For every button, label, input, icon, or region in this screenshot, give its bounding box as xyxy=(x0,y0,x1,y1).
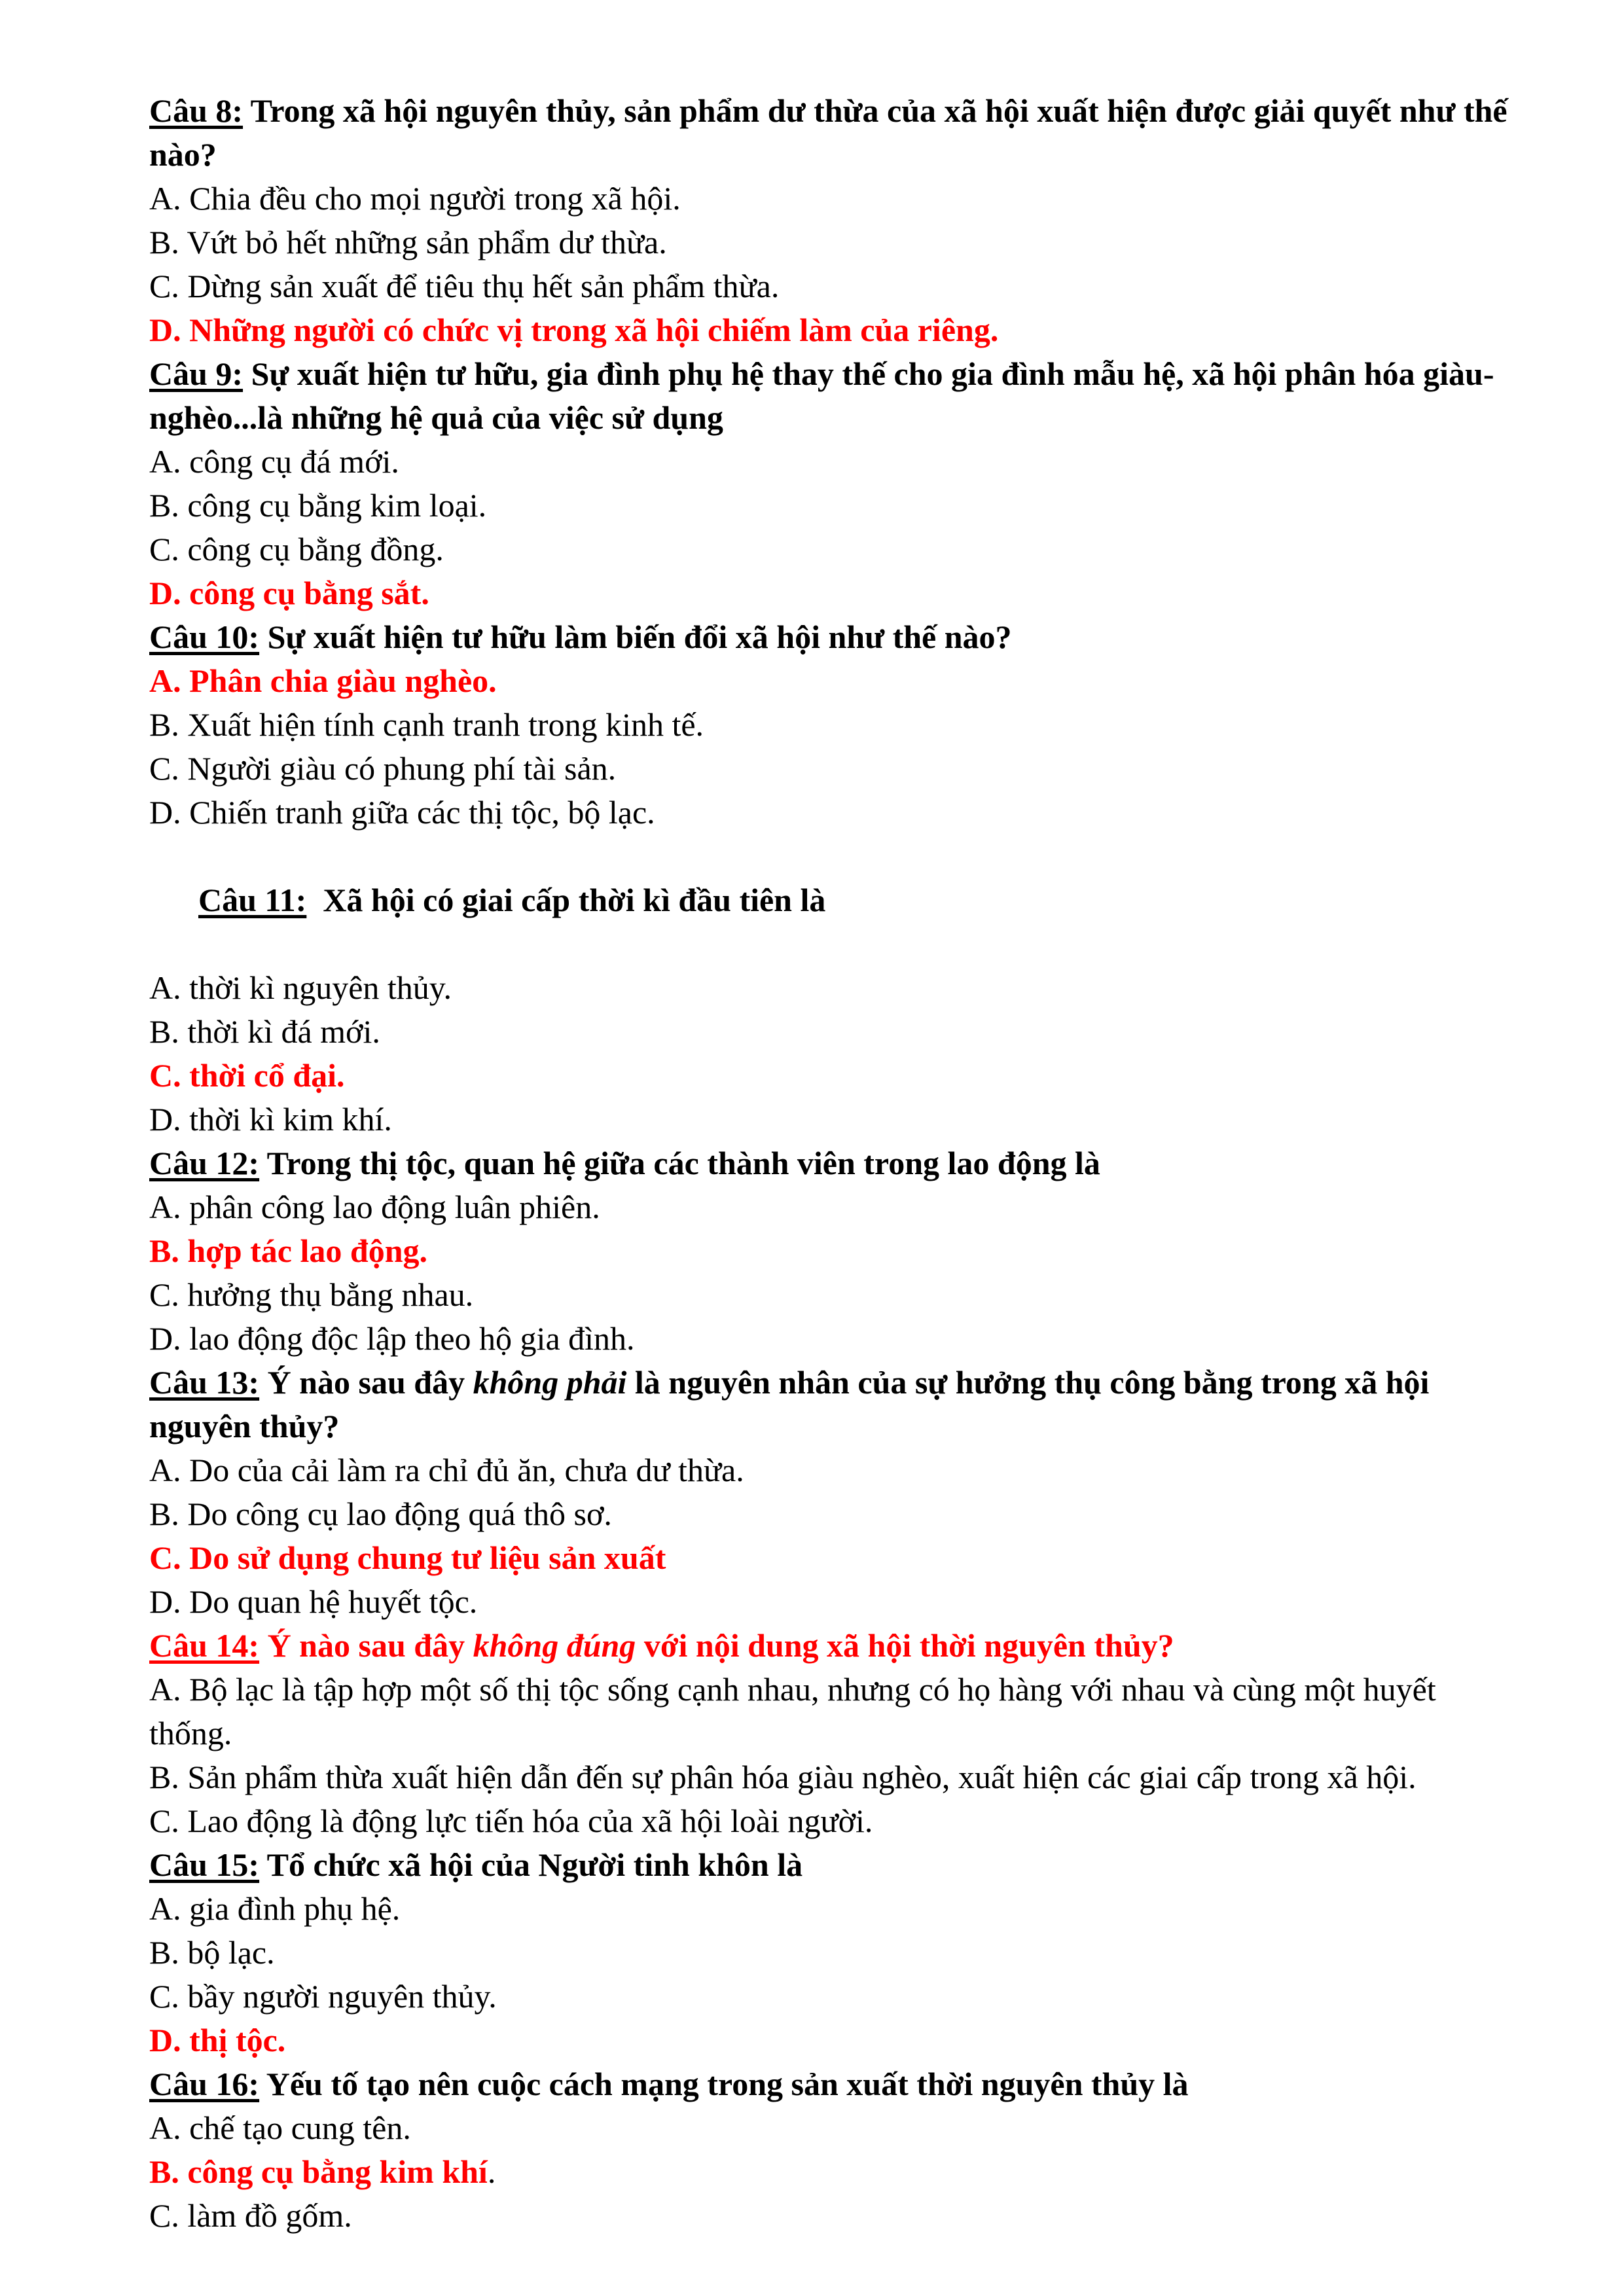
question-10 xyxy=(149,615,1526,834)
question-14-option-c: C. Lao động là động lực tiến hóa của xã hội loài người. xyxy=(149,1803,873,1839)
question-8-option-d: D. Những người có chức vị trong xã hội chiếm làm của riêng. xyxy=(149,312,999,348)
question-13-label: Câu 13: xyxy=(149,1364,260,1401)
question-9-option-d: D. công cụ bằng sắt. xyxy=(149,575,429,611)
question-12-option-b: B. hợp tác lao động. xyxy=(149,1232,427,1269)
question-14-text-before: Ý nào sau đây xyxy=(259,1627,473,1664)
question-9-option-c: C. công cụ bằng đồng. xyxy=(149,531,444,567)
question-16-option-c: C. làm đồ gốm. xyxy=(149,2197,352,2234)
question-10-text: Sự xuất hiện tư hữu làm biến đổi xã hội như thế nào? xyxy=(259,619,1012,655)
question-16-option-b-suffix: . xyxy=(487,2153,496,2190)
question-11-option-d: D. thời kì kim khí. xyxy=(149,1101,392,1138)
question-11-label: Câu 11: xyxy=(198,882,307,918)
question-9-label: Câu 9: xyxy=(149,355,244,392)
question-14-stem xyxy=(149,1624,1526,1668)
question-12-stem xyxy=(149,1141,1526,1185)
question-13-option-d: D. Do quan hệ huyết tộc. xyxy=(149,1583,478,1620)
question-13 xyxy=(149,1361,1526,1624)
question-14-label: Câu 14: xyxy=(149,1627,260,1664)
question-16-text: Yếu tố tạo nên cuộc cách mạng trong sản xuất thời nguyên thủy là xyxy=(259,2066,1189,2102)
question-10-stem xyxy=(149,615,1526,659)
question-15-option-b: B. bộ lạc. xyxy=(149,1934,275,1971)
question-10-option-a: A. Phân chia giàu nghèo. xyxy=(149,662,497,699)
question-16-option-b-text: B. công cụ bằng kim khí xyxy=(149,2153,488,2190)
question-16-label: Câu 16: xyxy=(149,2066,260,2102)
question-8 xyxy=(149,89,1526,352)
question-8-option-c: C. Dừng sản xuất để tiêu thụ hết sản phẩm thừa. xyxy=(149,268,780,304)
question-8-option-a: A. Chia đều cho mọi người trong xã hội. xyxy=(149,180,681,217)
question-13-text-italic: không phải xyxy=(473,1364,627,1401)
question-11 xyxy=(149,834,1526,1141)
question-15-stem xyxy=(149,1843,1526,1887)
question-10-option-b: B. Xuất hiện tính cạnh tranh trong kinh tế. xyxy=(149,706,704,743)
question-15-text: Tổ chức xã hội của Người tinh khôn là xyxy=(259,1846,803,1883)
question-12-label: Câu 12: xyxy=(149,1145,260,1181)
question-11-option-c: C. thời cổ đại. xyxy=(149,1057,345,1094)
question-10-option-d: D. Chiến tranh giữa các thị tộc, bộ lạc. xyxy=(149,794,655,831)
question-12-option-d: D. lao động độc lập theo hộ gia đình. xyxy=(149,1320,635,1357)
question-13-option-b: B. Do công cụ lao động quá thô sơ. xyxy=(149,1496,612,1532)
question-13-option-c: C. Do sử dụng chung tư liệu sản xuất xyxy=(149,1539,666,1576)
question-13-text-after: là nguyên nhân của sự hưởng thụ công bằng trong xã hội nguyên thủy? xyxy=(149,1364,1430,1444)
question-9-option-a: A. công cụ đá mới. xyxy=(149,443,399,480)
question-12 xyxy=(149,1141,1526,1361)
question-8-text: Trong xã hội nguyên thủy, sản phẩm dư thừa của xã hội xuất hiện được giải quyết như thế nào? xyxy=(149,92,1507,173)
question-11-stem xyxy=(149,834,1526,966)
question-11-option-a: A. thời kì nguyên thủy. xyxy=(149,969,452,1006)
question-16-option-a: A. chế tạo cung tên. xyxy=(149,2109,411,2146)
question-14-text-after: với nội dung xã hội thời nguyên thủy? xyxy=(636,1627,1174,1664)
question-15-option-c: C. bầy người nguyên thủy. xyxy=(149,1978,497,2015)
question-16-stem xyxy=(149,2062,1526,2106)
question-15-option-a: A. gia đình phụ hệ. xyxy=(149,1890,401,1927)
question-15-option-d: D. thị tộc. xyxy=(149,2022,286,2058)
question-16-option-b xyxy=(149,2150,1526,2194)
question-14-option-b: B. Sản phẩm thừa xuất hiện dẫn đến sự phân hóa giàu nghèo, xuất hiện các giai cấp trong xã hội. xyxy=(149,1759,1416,1795)
question-14 xyxy=(149,1624,1526,1843)
question-13-stem xyxy=(149,1361,1526,1448)
question-8-stem xyxy=(149,89,1526,177)
question-11-option-b: B. thời kì đá mới. xyxy=(149,1013,380,1050)
question-13-text-before: Ý nào sau đây xyxy=(259,1364,473,1401)
question-15 xyxy=(149,1843,1526,2062)
question-9-stem xyxy=(149,352,1526,440)
question-9 xyxy=(149,352,1526,615)
question-12-option-a: A. phân công lao động luân phiên. xyxy=(149,1189,600,1225)
question-10-label: Câu 10: xyxy=(149,619,260,655)
question-12-text: Trong thị tộc, quan hệ giữa các thành viên trong lao động là xyxy=(259,1145,1100,1181)
question-15-label: Câu 15: xyxy=(149,1846,260,1883)
question-14-text-italic: không đúng xyxy=(473,1627,636,1664)
question-9-option-b: B. công cụ bằng kim loại. xyxy=(149,487,487,524)
question-9-text: Sự xuất hiện tư hữu, gia đình phụ hệ thay thế cho gia đình mẫu hệ, xã hội phân hóa giàu-nghèo...là những hệ quả của việc sử dụng xyxy=(149,355,1494,436)
question-8-option-b: B. Vứt bỏ hết những sản phẩm dư thừa. xyxy=(149,224,667,260)
question-11-text: Xã hội có giai cấp thời kì đầu tiên là xyxy=(306,882,826,918)
question-13-option-a: A. Do của cải làm ra chỉ đủ ăn, chưa dư thừa. xyxy=(149,1452,744,1488)
question-12-option-c: C. hưởng thụ bằng nhau. xyxy=(149,1276,474,1313)
question-14-option-a: A. Bộ lạc là tập hợp một số thị tộc sống cạnh nhau, nhưng có họ hàng với nhau và cùng một huyết thống. xyxy=(149,1671,1436,1751)
question-10-option-c: C. Người giàu có phung phí tài sản. xyxy=(149,750,617,787)
question-16 xyxy=(149,2062,1526,2238)
question-8-label: Câu 8: xyxy=(149,92,244,129)
